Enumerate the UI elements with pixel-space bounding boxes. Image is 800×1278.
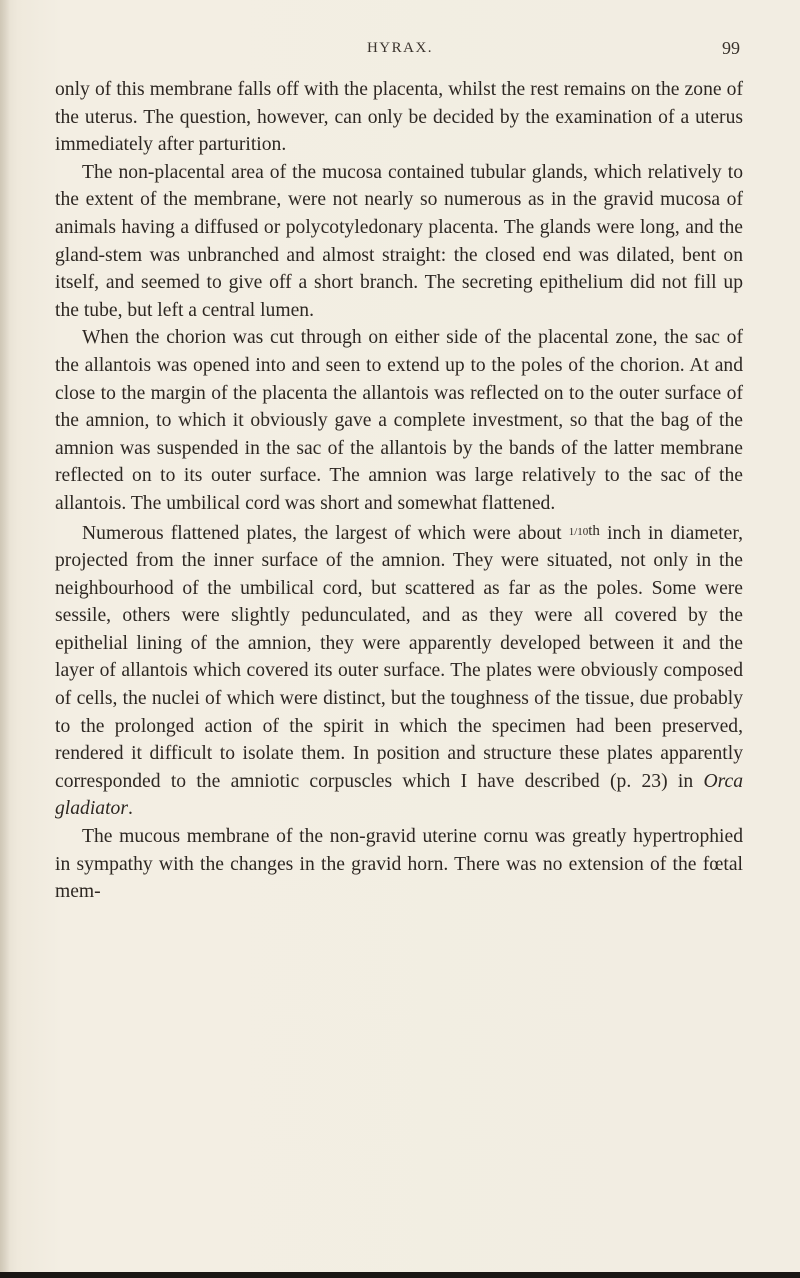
scan-bottom-edge xyxy=(0,1272,800,1278)
species-name: Orca gladiator xyxy=(55,770,743,820)
fraction: 1/10 xyxy=(568,525,589,538)
paragraph: When the chorion was cut through on either side of the placental zone, the sac of the allantois was opened into and seen to extend up to the poles of the chorion. At and close to the margin of the placenta the allantois was reflected on to the outer surface of the amnion, to which it obviously gave a complete investment, so that the bag of the amnion was suspended in the sac of the allantois by the bands of the latter membrane reflected on to its outer surface. The amnion was large relatively to the sac of the allantois. The umbilical cord was short and somewhat flattened. xyxy=(55,327,743,514)
body-text xyxy=(55,76,743,906)
paragraph-text: inch in diameter, projected from the inner surface of the amnion. They were situated, not only in the neighbourhood of the umbilical cord, but scattered as far as the poles. Some were sessile, others were slightly pedunculated, and as they were all covered by the epithelial lining of the amnion, they were apparently developed between it and the layer of allantois which covered its outer surface. The plates were obviously composed of cells, the nuclei of which were distinct, but the toughness of the tissue, due probably to the prolonged action of the spirit in which the specimen had been preserved, rendered it difficult to isolate them. In position and structure these plates apparently corresponded to the amniotic corpuscles which I have described (p. 23) in xyxy=(55,522,743,792)
paragraph: The mucous membrane of the non-gravid uterine cornu was greatly hypertrophied in sympathy with the changes in the gravid horn. There was no extension of the fœtal mem- xyxy=(55,826,743,903)
running-head: HYRAX. xyxy=(366,40,434,56)
paragraph: only of this membrane falls off with the placenta, whilst the rest remains on the zone of the uterus. The question, however, can only be decided by the examination of a uterus immediately after parturition. xyxy=(55,79,743,156)
page-gutter-shadow xyxy=(0,0,10,1278)
paragraph: The non-placental area of the mucosa contained tubular glands, which relatively to the extent of the membrane, were not nearly so numerous as in the gravid mucosa of animals having a diffused or polycotyledonary placenta. The glands were long, and the gland-stem was unbranched and almost straight: the closed end was dilated, bent on itself, and seemed to give off a short branch. The secreting epithelium did not fill up the tube, but left a central lumen. xyxy=(55,161,743,321)
page-number: 99 xyxy=(722,38,740,58)
ordinal-suffix: th xyxy=(588,522,600,539)
paragraph xyxy=(55,518,743,824)
paragraph-end: . xyxy=(127,798,133,820)
page-header xyxy=(0,40,800,64)
paragraph-text-start: Numerous flattened plates, the largest of which were about xyxy=(82,522,569,544)
